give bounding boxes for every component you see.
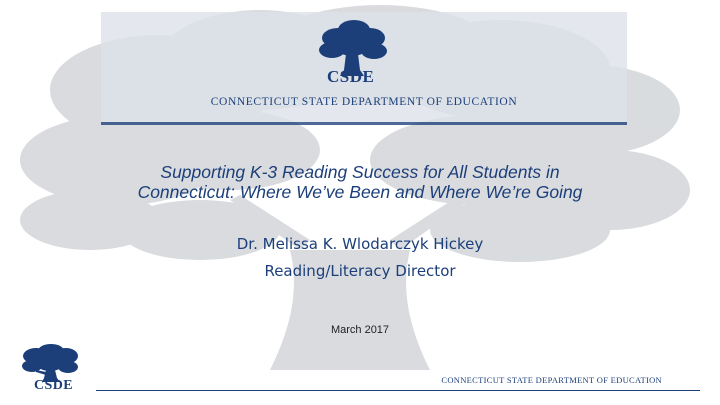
- presentation-date: March 2017: [330, 324, 390, 336]
- department-header: CONNECTICUT STATE DEPARTMENT OF EDUCATION: [210, 96, 518, 108]
- presenter-name: Dr. Melissa K. Wlodarczyk Hickey: [236, 235, 484, 253]
- footer-logo-text: CSDE: [34, 378, 73, 393]
- footer-department: CONNECTICUT STATE DEPARTMENT OF EDUCATION: [441, 375, 662, 385]
- presenter-role: Reading/Literacy Director: [264, 262, 456, 280]
- header-logo-text: CSDE: [327, 67, 375, 86]
- footer-divider: [96, 390, 700, 391]
- slide-title: Supporting K-3 Reading Success for All Students in Connecticut: Where We’ve Been and Where We’re Going: [137, 162, 583, 202]
